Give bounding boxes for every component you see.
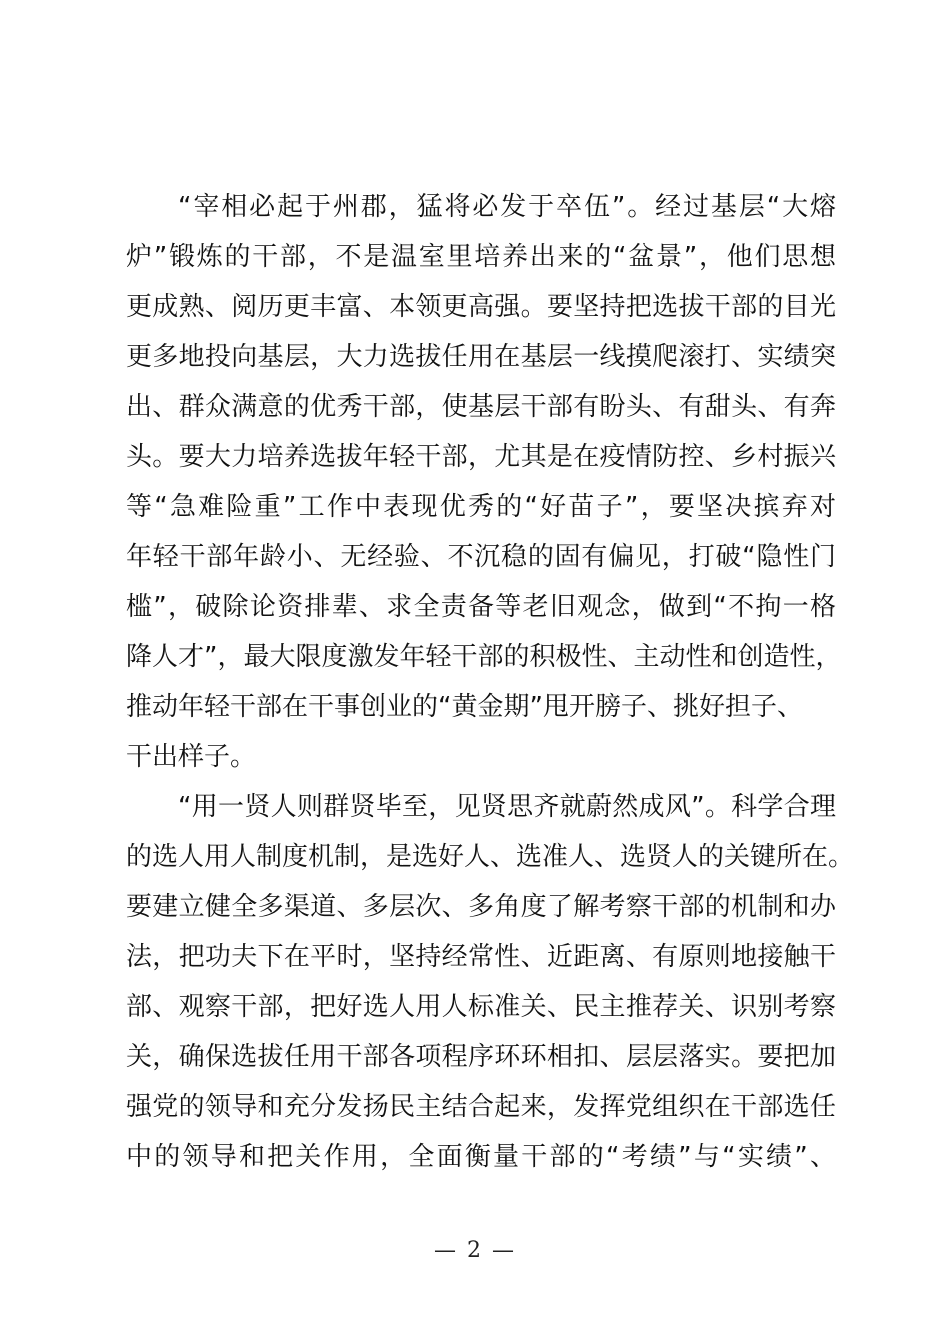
page-number: — 2 — xyxy=(434,1238,516,1263)
text-line: 法，把功夫下在平时，坚持经常性、近距离、有原则地接触干 xyxy=(126,942,836,972)
text-line: 等“急难险重”工作中表现优秀的“好苗子”，要坚决摈弃对 xyxy=(126,492,836,522)
text-line: 炉”锻炼的干部，不是温室里培养出来的“盆景”，他们思想 xyxy=(126,242,836,272)
text-line: 出、群众满意的优秀干部，使基层干部有盼头、有甜头、有奔 xyxy=(126,392,836,422)
text-line: 推动年轻干部在干事创业的“黄金期”甩开膀子、挑好担子、 xyxy=(126,692,803,722)
body-text xyxy=(126,182,855,1182)
text-line: 干出样子。 xyxy=(126,742,257,772)
text-line: 头。要大力培养选拔年轻干部，尤其是在疫情防控、乡村振兴 xyxy=(126,442,836,472)
text-line: 要建立健全多渠道、多层次、多角度了解考察干部的机制和办 xyxy=(126,892,836,922)
text-line: 年轻干部年龄小、无经验、不沉稳的固有偏见，打破“隐性门 xyxy=(126,542,836,572)
text-line: 更成熟、阅历更丰富、本领更高强。要坚持把选拔干部的目光 xyxy=(126,292,836,322)
text-line: “用一贤人则群贤毕至，见贤思齐就蔚然成风”。科学合理 xyxy=(178,792,836,822)
text-line: 更多地投向基层，大力选拔任用在基层一线摸爬滚打、实绩突 xyxy=(126,342,836,372)
text-line: 槛”，破除论资排辈、求全责备等老旧观念，做到“不拘一格 xyxy=(126,592,836,622)
text-line: “宰相必起于州郡，猛将必发于卒伍”。经过基层“大熔 xyxy=(178,192,836,222)
text-line: 强党的领导和充分发扬民主结合起来，发挥党组织在干部选任 xyxy=(126,1092,836,1122)
text-line: 中的领导和把关作用，全面衡量干部的“考绩”与“实绩”、 xyxy=(126,1142,836,1172)
text-line: 降人才”，最大限度激发年轻干部的积极性、主动性和创造性， xyxy=(126,642,842,672)
text-line: 的选人用人制度机制，是选好人、选准人、选贤人的关键所在。 xyxy=(126,842,855,872)
text-line: 部、观察干部，把好选人用人标准关、民主推荐关、识别考察 xyxy=(126,992,836,1022)
text-line: 关，确保选拔任用干部各项程序环环相扣、层层落实。要把加 xyxy=(126,1042,836,1072)
